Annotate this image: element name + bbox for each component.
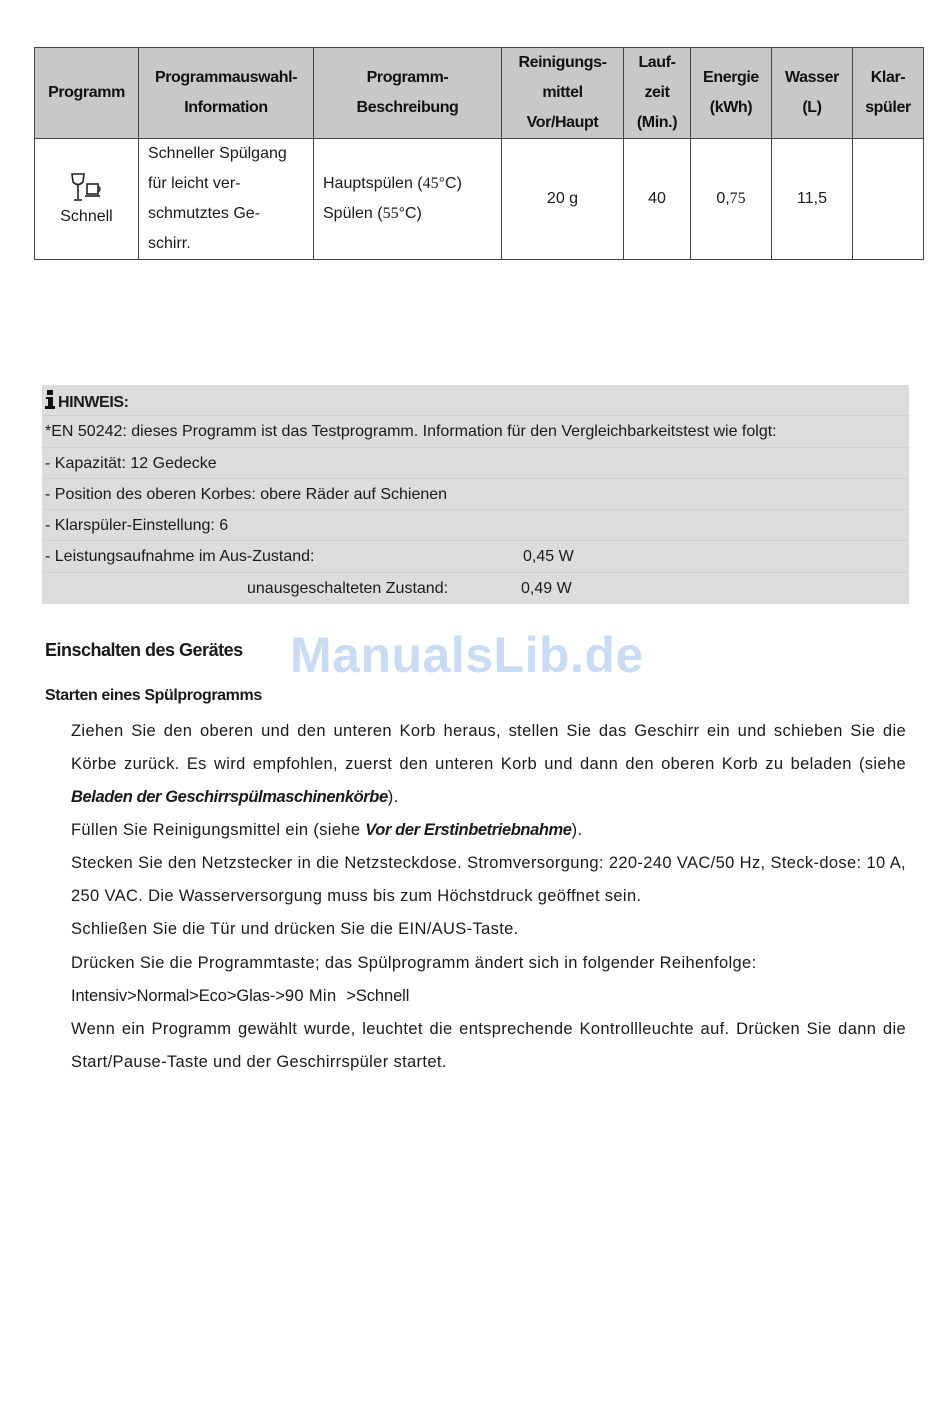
note-line: - Klarspüler-Einstellung: 6 [42,510,909,541]
header-programm: Programm [35,48,139,139]
cell-detergent: 20 g [502,139,624,260]
watermark: ManualsLib.de [290,627,644,683]
table-row [35,139,924,260]
header-energie: Energie (kWh) [691,48,772,139]
cell-runtime: 40 [624,139,691,260]
cell-programm [35,139,139,260]
power-standby-value: 0,49 W [521,579,572,597]
header-programm-beschreibung: Programm- Beschreibung [314,48,502,139]
paragraph: Wenn ein Programm gewählt wurde, leuchtet die entsprechende Kontrollleuchte auf. Drücken Sie dann die Start/Pause-Taste und der Geschirrspüler startet. [71,1020,906,1071]
cell-program-description: Hauptspülen (45°C) Spülen (55°C) [314,139,502,260]
cell-rinse-aid [853,139,924,260]
paragraph: Ziehen Sie den oberen und den unteren Korb heraus, stellen Sie das Geschirr ein und schieben Sie die Körbe zurück. Es wird empfohlen, zuerst den unteren Korb und dann den oberen Korb zu beladen (siehe Beladen der Geschirrspülmaschinenkörbe). [71,722,906,806]
header-reinigungsmittel: Reinigungs- mittel Vor/Haupt [502,48,624,139]
note-line-power-standby: unausgeschalteten Zustand: 0,49 W [42,573,909,604]
section-subheading: Starten eines Spülprogramms [45,687,262,704]
reference-link[interactable]: Beladen der Geschirrspülmaschinenkörbe [71,788,388,806]
table-header-row [35,48,924,139]
info-icon [45,390,55,409]
note-line: - Kapazität: 12 Gedecke [42,448,909,479]
header-klarspueler: Klar- spüler [853,48,924,139]
glass-and-cup-icon [69,172,105,204]
reference-link[interactable]: Vor der Erstinbetriebnahme [365,821,572,839]
paragraph: Stecken Sie den Netzstecker in die Netzsteckdose. Stromversorgung: 220-240 VAC/50 Hz, Steck-dose: 10 A, 250 VAC. Die Wasserversorgung muss bis zum Höchstdruck geöffnet sein. [71,854,906,905]
header-laufzeit: Lauf- zeit (Min.) [624,48,691,139]
header-wasser: Wasser (L) [772,48,853,139]
paragraph: Drücken Sie die Programmtaste; das Spülprogramm ändert sich in folgender Reihenfolge: [71,954,757,972]
cell-program-info: Schneller Spülgang für leicht ver- schmutztes Ge- schirr. [139,139,314,260]
section-heading: Einschalten des Gerätes [45,640,243,660]
program-name: Schnell [60,208,113,225]
cell-water: 11,5 [772,139,853,260]
note-title: HINWEIS: [42,385,909,416]
paragraph: Füllen Sie Reinigungsmittel ein (siehe Vor der Erstinbetriebnahme). [71,821,583,839]
note-line: *EN 50242: dieses Programm ist das Testprogramm. Information für den Vergleichbarkeitstest wie folgt: [42,416,909,447]
program-sequence: Intensiv>Normal>Eco>Glas->90 Min >Schnell [71,987,410,1005]
header-programmauswahl-information: Programmauswahl- Information [139,48,314,139]
power-off-value: 0,45 W [523,548,574,566]
note-line-power-off: - Leistungsaufnahme im Aus-Zustand: 0,45 W [42,541,909,572]
note-box [42,385,909,604]
note-line: - Position des oberen Korbes: obere Räder auf Schienen [42,479,909,510]
program-table [34,47,924,260]
paragraph: Schließen Sie die Tür und drücken Sie die EIN/AUS-Taste. [71,920,519,938]
cell-energy: 0,75 [691,139,772,260]
